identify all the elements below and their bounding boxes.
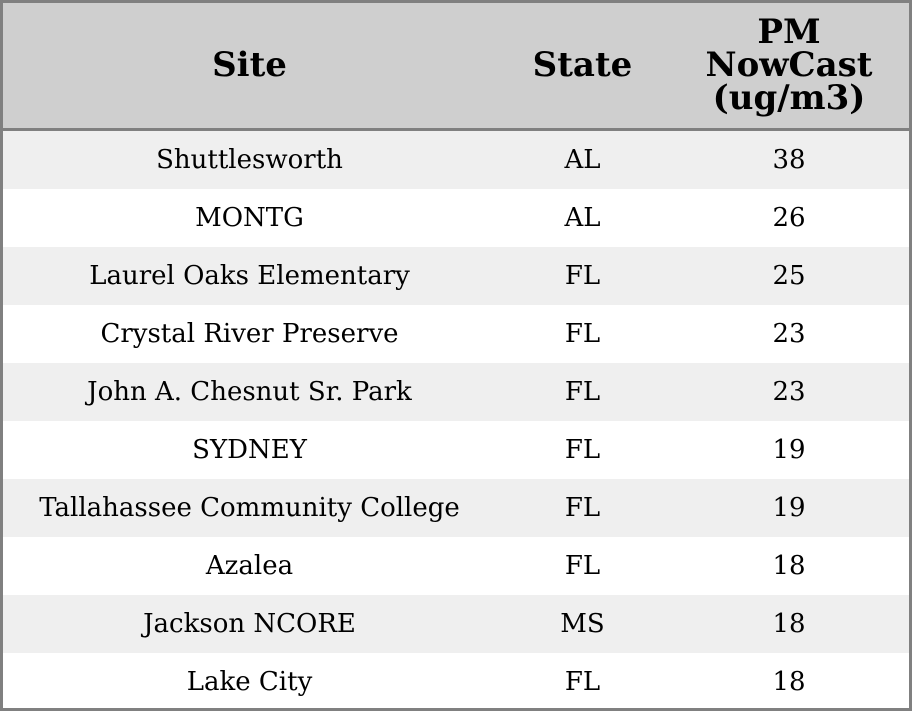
pm-nowcast-table bbox=[3, 3, 909, 711]
cell-pm: 19 bbox=[669, 479, 909, 537]
cell-state: FL bbox=[496, 247, 669, 305]
cell-site: John A. Chesnut Sr. Park bbox=[3, 363, 496, 421]
table-header bbox=[3, 3, 909, 130]
cell-pm: 23 bbox=[669, 363, 909, 421]
cell-state: FL bbox=[496, 305, 669, 363]
cell-pm: 18 bbox=[669, 537, 909, 595]
header-pm-line-1: PM bbox=[757, 12, 821, 52]
cell-site: Azalea bbox=[3, 537, 496, 595]
cell-site: Jackson NCORE bbox=[3, 595, 496, 653]
cell-pm: 26 bbox=[669, 189, 909, 247]
cell-state: FL bbox=[496, 421, 669, 479]
cell-state: FL bbox=[496, 537, 669, 595]
cell-site: Crystal River Preserve bbox=[3, 305, 496, 363]
header-pm-nowcast bbox=[669, 3, 909, 130]
header-site: Site bbox=[3, 3, 496, 130]
table-row bbox=[3, 189, 909, 247]
cell-site: Tallahassee Community College bbox=[3, 479, 496, 537]
header-pm-line-2: NowCast bbox=[705, 45, 873, 85]
cell-state: AL bbox=[496, 189, 669, 247]
cell-state: AL bbox=[496, 130, 669, 190]
cell-pm: 38 bbox=[669, 130, 909, 190]
cell-site: Lake City bbox=[3, 653, 496, 711]
table-row bbox=[3, 363, 909, 421]
header-pm-line-3: (ug/m3) bbox=[712, 78, 866, 118]
header-state: State bbox=[496, 3, 669, 130]
table-row bbox=[3, 247, 909, 305]
cell-site: MONTG bbox=[3, 189, 496, 247]
cell-pm: 19 bbox=[669, 421, 909, 479]
cell-site: SYDNEY bbox=[3, 421, 496, 479]
table-body bbox=[3, 130, 909, 711]
table-row bbox=[3, 421, 909, 479]
cell-pm: 25 bbox=[669, 247, 909, 305]
cell-state: MS bbox=[496, 595, 669, 653]
table-row bbox=[3, 479, 909, 537]
cell-pm: 18 bbox=[669, 653, 909, 711]
table-row bbox=[3, 595, 909, 653]
cell-state: FL bbox=[496, 363, 669, 421]
cell-state: FL bbox=[496, 479, 669, 537]
table-row bbox=[3, 537, 909, 595]
table-row bbox=[3, 130, 909, 190]
table-row bbox=[3, 653, 909, 711]
cell-site: Shuttlesworth bbox=[3, 130, 496, 190]
cell-pm: 18 bbox=[669, 595, 909, 653]
cell-site: Laurel Oaks Elementary bbox=[3, 247, 496, 305]
cell-pm: 23 bbox=[669, 305, 909, 363]
table-row bbox=[3, 305, 909, 363]
cell-state: FL bbox=[496, 653, 669, 711]
header-row bbox=[3, 3, 909, 130]
